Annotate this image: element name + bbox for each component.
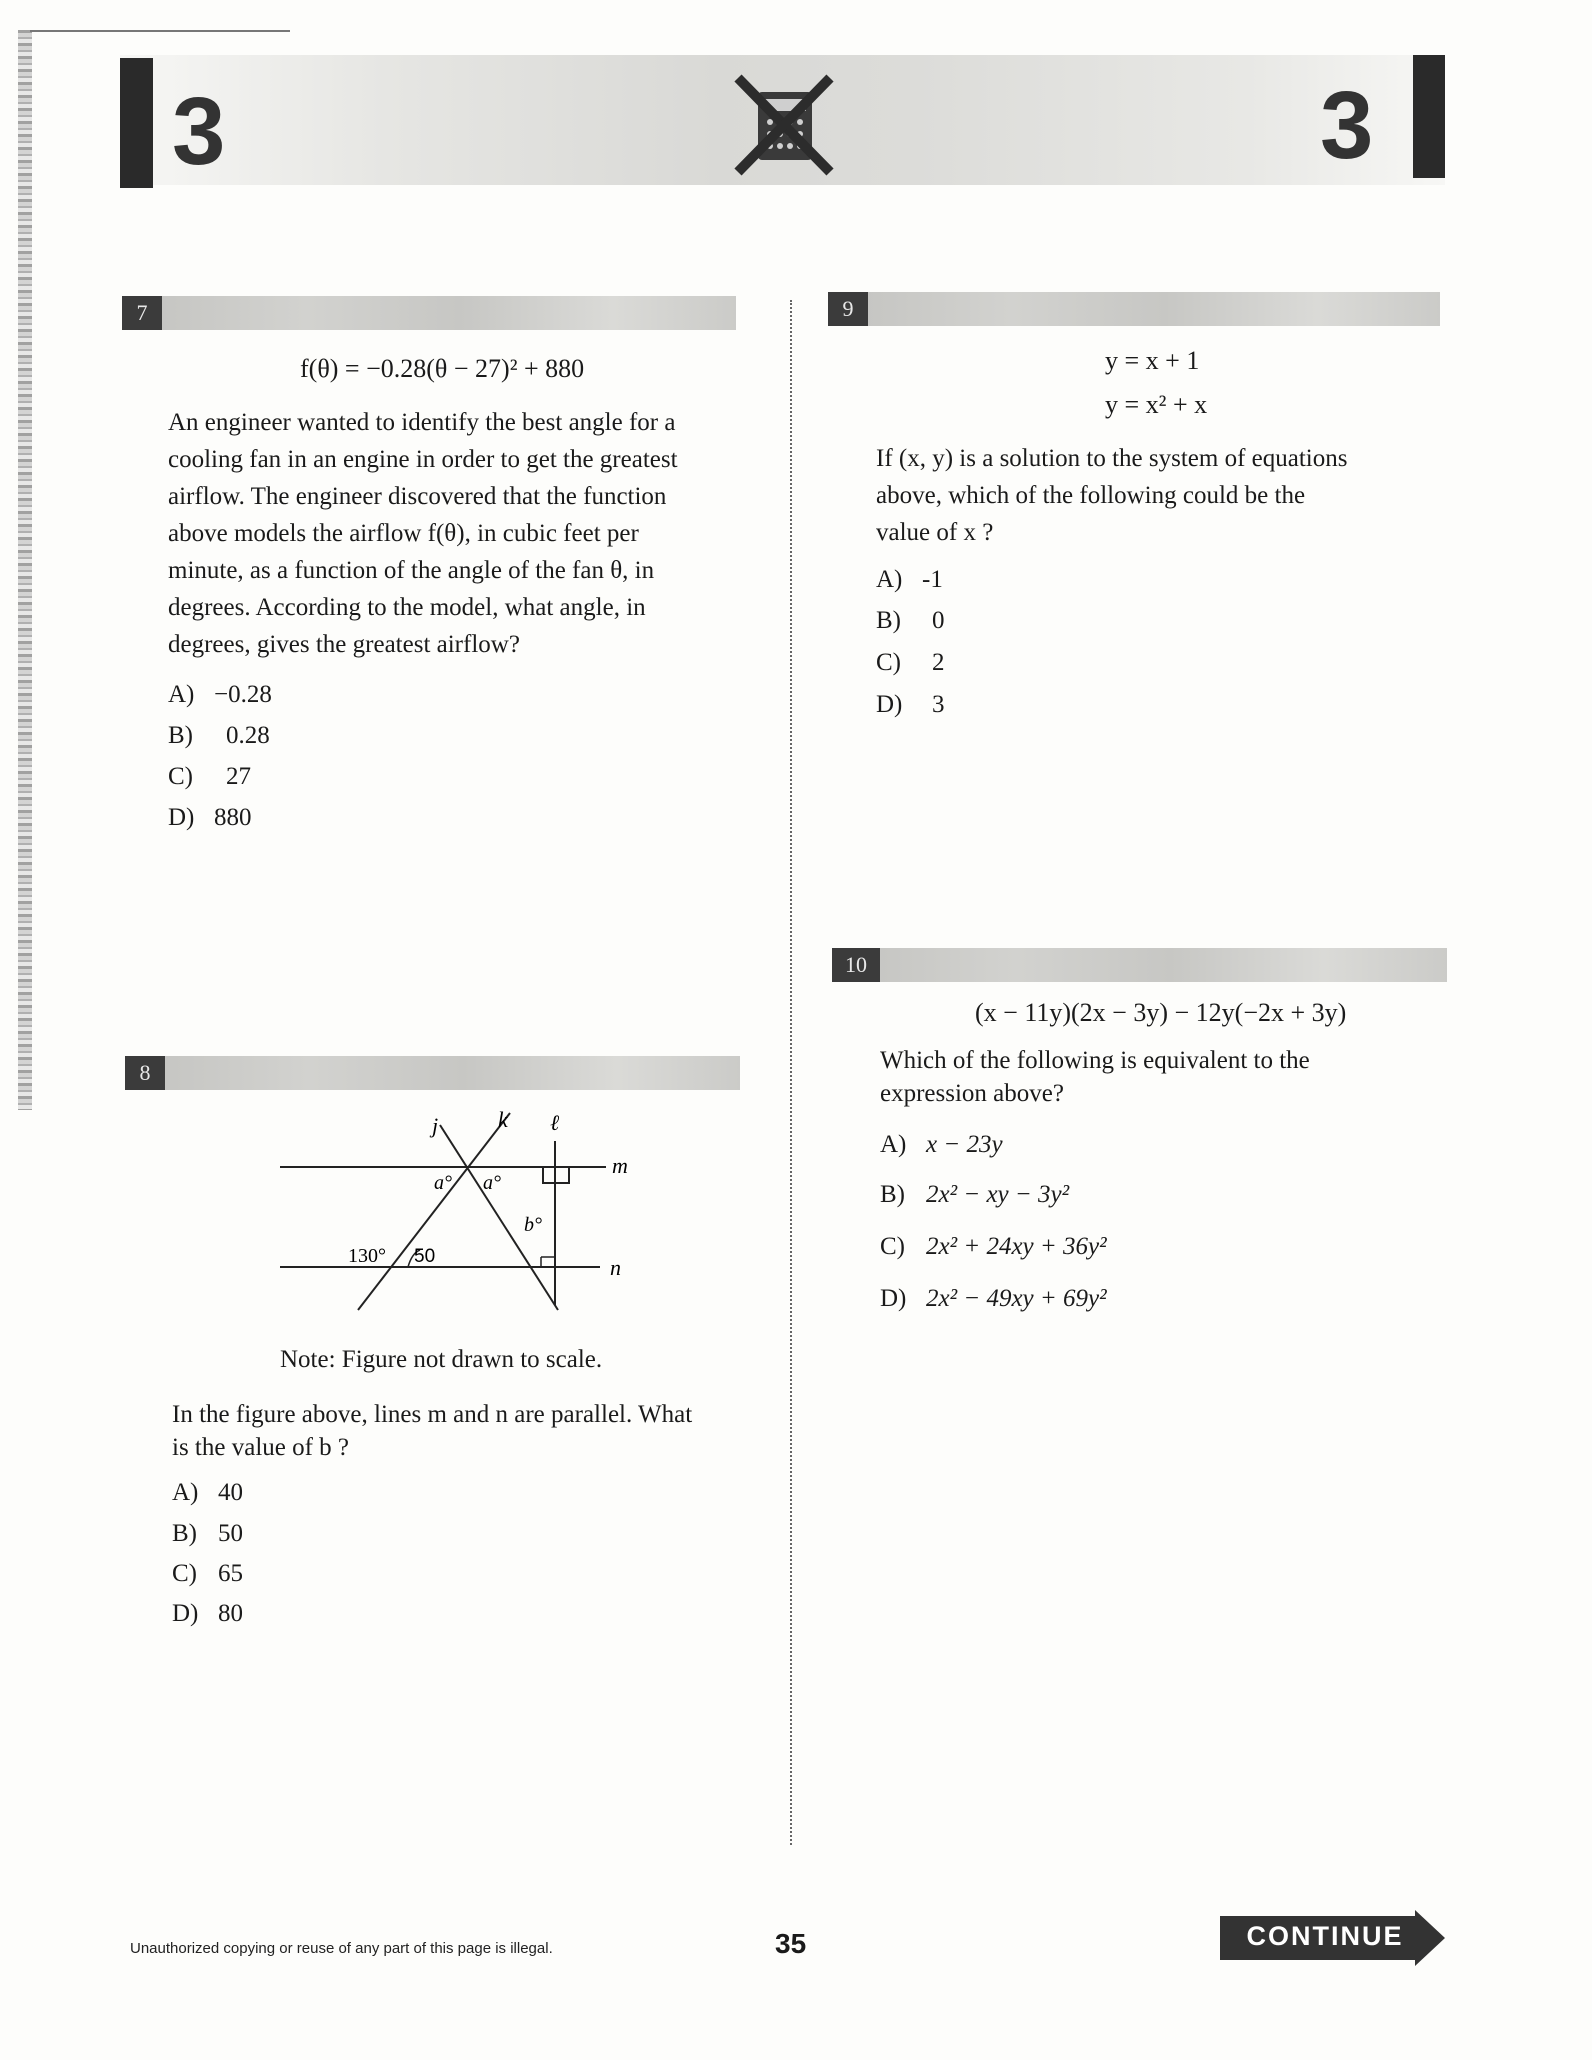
choice-letter: D): [172, 1600, 199, 1627]
section-number-right: 3: [1320, 72, 1374, 179]
q7-stem-line: cooling fan in an engine in order to get the greatest: [168, 446, 678, 473]
question-8-number: 8: [125, 1056, 165, 1090]
scan-edge: [18, 30, 32, 1110]
no-calculator-icon: [730, 72, 840, 178]
q9-stem-line: If (x, y) is a solution to the system of equations: [876, 445, 1348, 472]
choice-text: 2: [932, 649, 945, 676]
geometry-figure: [270, 1105, 630, 1330]
q7-choice-d[interactable]: [168, 803, 252, 833]
continue-label: CONTINUE: [1246, 1921, 1404, 1951]
choice-letter: C): [876, 649, 901, 676]
q9-choice-a[interactable]: [876, 565, 943, 595]
choice-letter: C): [880, 1233, 905, 1260]
q10-choice-c[interactable]: [880, 1232, 1107, 1262]
q8-figure-note: Note: Figure not drawn to scale.: [280, 1346, 603, 1373]
choice-letter: C): [168, 763, 193, 790]
choice-letter: A): [168, 681, 195, 708]
choice-letter: A): [880, 1131, 907, 1158]
question-10-bar: [832, 948, 1447, 982]
choice-text: −0.28: [214, 681, 272, 708]
choice-letter: A): [172, 1479, 199, 1506]
choice-text: 2x² + 24xy + 36y²: [926, 1233, 1107, 1260]
label-b: b°: [524, 1214, 542, 1236]
q7-stem-line: minute, as a function of the angle of the fan θ, in: [168, 557, 655, 584]
q7-stem-line: above models the airflow f(θ), in cubic feet per: [168, 520, 639, 547]
label-n: n: [610, 1255, 621, 1280]
choice-letter: D): [880, 1285, 907, 1312]
question-8-bar: [125, 1056, 740, 1090]
choice-text: 40: [218, 1479, 243, 1506]
choice-text: x − 23y: [926, 1131, 1003, 1158]
question-7-bar: [122, 296, 736, 330]
question-10-number: 10: [832, 948, 880, 982]
q8-stem-line: is the value of b ?: [172, 1434, 350, 1461]
choice-letter: B): [168, 722, 193, 749]
section-number-left: 3: [172, 78, 226, 185]
q9-choice-b[interactable]: [876, 606, 945, 636]
q10-equation: (x − 11y)(2x − 3y) − 12y(−2x + 3y): [975, 998, 1347, 1027]
choice-text: 0: [932, 607, 945, 634]
choice-letter: B): [876, 607, 901, 634]
q8-choice-a[interactable]: [172, 1478, 243, 1508]
top-rule: [30, 30, 290, 32]
choice-text: 65: [218, 1560, 243, 1587]
q7-stem-line: degrees, gives the greatest airflow?: [168, 631, 520, 658]
choice-text: 27: [226, 763, 251, 790]
column-divider: [790, 300, 792, 1845]
choice-letter: B): [880, 1181, 905, 1208]
q8-choice-c[interactable]: [172, 1559, 243, 1589]
choice-letter: C): [172, 1560, 197, 1587]
q7-choice-c[interactable]: [168, 762, 251, 792]
section-bar-left: [120, 58, 153, 188]
q9-choice-d[interactable]: [876, 690, 945, 720]
q8-stem: [172, 1398, 692, 1464]
label-m: m: [612, 1153, 628, 1178]
label-a-left: a°: [434, 1172, 452, 1194]
choice-text: 2x² − 49xy + 69y²: [926, 1285, 1107, 1312]
q10-stem: [880, 1044, 1310, 1110]
question-9-number: 9: [828, 292, 868, 326]
q7-stem: [168, 404, 678, 663]
q9-equation-1: y = x + 1: [1105, 346, 1200, 375]
label-a-right: a°: [483, 1172, 501, 1194]
choice-letter: D): [876, 691, 903, 718]
q8-choice-b[interactable]: [172, 1519, 243, 1549]
q9-equation-2: y = x² + x: [1105, 390, 1208, 419]
q9-stem: [876, 440, 1347, 551]
label-50: 50: [414, 1246, 436, 1267]
q9-stem-line: value of x ?: [876, 519, 994, 546]
label-l: ℓ: [550, 1110, 560, 1135]
copyright-notice: Unauthorized copying or reuse of any part of this page is illegal.: [130, 1940, 553, 1957]
q8-stem-line: In the figure above, lines m and n are parallel. What: [172, 1401, 693, 1428]
q9-stem-line: above, which of the following could be the: [876, 482, 1306, 509]
q8-choice-d[interactable]: [172, 1599, 243, 1629]
label-j: j: [432, 1113, 439, 1138]
choice-letter: B): [172, 1520, 197, 1547]
section-bar-right: [1413, 55, 1445, 178]
q10-stem-line: Which of the following is equivalent to the: [880, 1047, 1310, 1074]
q10-choice-a[interactable]: [880, 1130, 1003, 1160]
q7-stem-line: An engineer wanted to identify the best angle for a: [168, 409, 676, 436]
choice-letter: A): [876, 566, 903, 593]
choice-text: 50: [218, 1520, 243, 1547]
choice-text: 2x² − xy − 3y²: [926, 1181, 1070, 1208]
q7-choice-a[interactable]: [168, 680, 272, 710]
choice-text: 3: [932, 691, 945, 718]
question-9-bar: [828, 292, 1440, 326]
q10-choice-d[interactable]: [880, 1284, 1107, 1314]
label-k: k: [498, 1107, 508, 1132]
choice-text: 80: [218, 1600, 243, 1627]
q10-choice-b[interactable]: [880, 1180, 1069, 1210]
label-130: 130°: [348, 1245, 386, 1267]
q10-stem-line: expression above?: [880, 1080, 1064, 1107]
q7-equation: f(θ) = −0.28(θ − 27)² + 880: [300, 354, 585, 383]
q7-stem-line: airflow. The engineer discovered that the function: [168, 483, 667, 510]
q9-choice-c[interactable]: [876, 648, 945, 678]
choice-text: 880: [214, 804, 252, 831]
choice-letter: D): [168, 804, 195, 831]
choice-text: 0.28: [226, 722, 270, 749]
choice-text: -1: [922, 566, 943, 593]
question-7-number: 7: [122, 296, 162, 330]
q7-stem-line: degrees. According to the model, what angle, in: [168, 594, 646, 621]
page-number: 35: [775, 1928, 807, 1959]
q7-choice-b[interactable]: [168, 721, 270, 751]
